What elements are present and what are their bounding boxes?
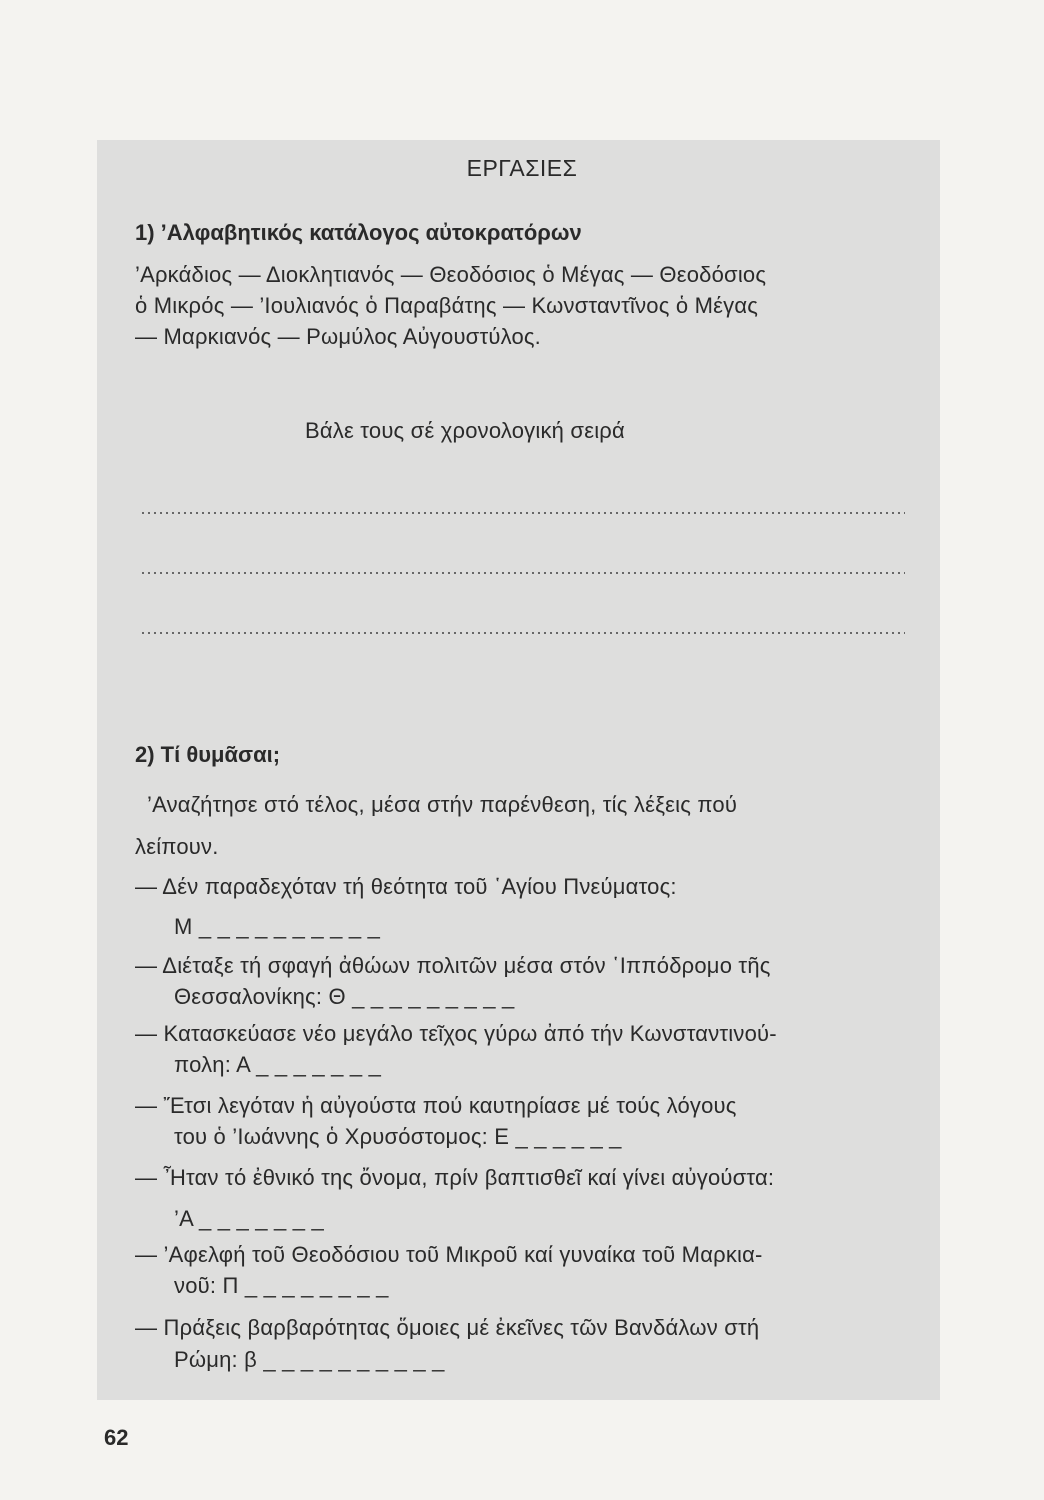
emperor-list-line-2: ὁ Μικρός — ’Ιουλιανός ὁ Παραβάτης — Κωνσταντῖνος ὁ Μέγας xyxy=(135,293,759,318)
task2-intro-line-1: ’Αναζήτησε στό τέλος, μέσα στήν παρένθεση, τίς λέξεις πού xyxy=(147,792,738,817)
question-3-text: — Κατασκεύασε νέο μεγάλο τεῖχος γύρω ἀπό τήν Κωνσταντινού- xyxy=(135,1021,777,1046)
question-2-answer-blank[interactable]: Θεσσαλονίκης: Θ _ _ _ _ _ _ _ _ _ xyxy=(174,984,515,1009)
question-7-answer-blank[interactable]: Ρώμη: β _ _ _ _ _ _ _ _ _ _ xyxy=(174,1347,445,1372)
page-number: 62 xyxy=(104,1425,129,1450)
question-1-text: — Δέν παραδεχόταν τή θεότητα τοῦ ῾Αγίου Πνεύματος: xyxy=(135,874,677,899)
question-4-answer-blank[interactable]: του ὁ ’Ιωάννης ὁ Χρυσόστομος: Ε _ _ _ _ _ _ xyxy=(174,1124,622,1149)
page-title: ΕΡΓΑΣΙΕΣ xyxy=(466,155,578,181)
emperor-list-line-1: ’Αρκάδιος — Διοκλητιανός — Θεοδόσιος ὁ Μέγας — Θεοδόσιος xyxy=(135,262,767,287)
task2-heading: 2) Τί θυμᾶσαι; xyxy=(135,742,281,767)
answer-dotted-line-3[interactable] xyxy=(140,632,905,634)
answer-dotted-line-2[interactable] xyxy=(140,572,905,574)
task2-intro-line-2: λείπουν. xyxy=(135,834,219,859)
task1-instruction: Βάλε τους σέ χρονολογική σειρά xyxy=(305,418,625,443)
answer-dotted-line-1[interactable] xyxy=(140,512,905,514)
question-2-text: — Διέταξε τή σφαγή ἀθώων πολιτῶν μέσα στόν ῾Ιππόδρομο τῆς xyxy=(135,953,771,978)
question-5-text: — Ἦταν τό ἐθνικό της ὄνομα, πρίν βαπτισθεῖ καί γίνει αὐγούστα: xyxy=(135,1165,775,1190)
task1-heading: 1) ’Αλφαβητικός κατάλογος αὐτοκρατόρων xyxy=(135,220,582,245)
question-3-answer-blank[interactable]: πολη: Α _ _ _ _ _ _ _ xyxy=(174,1052,382,1077)
question-6-answer-blank[interactable]: νοῦ: Π _ _ _ _ _ _ _ _ xyxy=(174,1273,389,1298)
question-6-text: — ’Αφελφή τοῦ Θεοδόσιου τοῦ Μικροῦ καί γυναίκα τοῦ Μαρκια- xyxy=(135,1242,763,1267)
emperor-list-line-3: — Μαρκιανός — Ρωμύλος Αὐγουστύλος. xyxy=(135,324,541,349)
question-4-text: — Ἔτσι λεγόταν ἡ αὐγούστα πού καυτηρίασε μέ τούς λόγους xyxy=(135,1093,737,1118)
question-7-text: — Πράξεις βαρβαρότητας ὅμοιες μέ ἐκεῖνες τῶν Βανδάλων στή xyxy=(135,1315,760,1340)
question-5-answer-blank[interactable]: ’Α _ _ _ _ _ _ _ xyxy=(174,1206,324,1231)
question-1-answer-blank[interactable]: Μ _ _ _ _ _ _ _ _ _ _ xyxy=(174,914,381,939)
